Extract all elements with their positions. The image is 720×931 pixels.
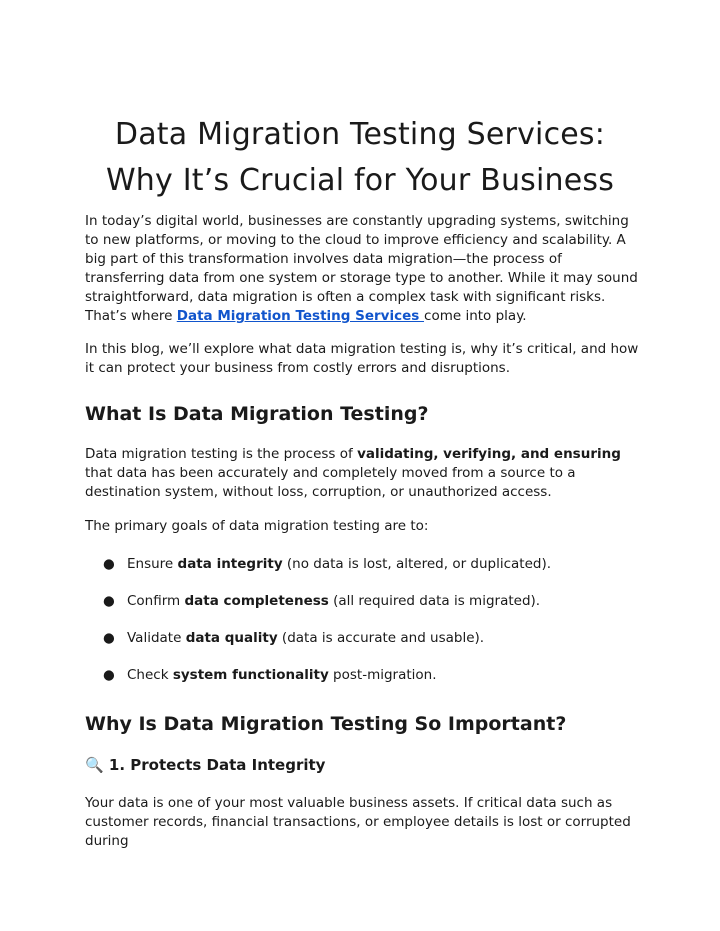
bullet: ●	[103, 556, 115, 572]
list-item	[85, 592, 645, 611]
goal-bold: system functionality	[172, 667, 329, 683]
title-line-2: Why It’s Crucial for Your Business	[105, 163, 615, 198]
goal-text: Validate	[127, 630, 186, 646]
blog-overview-paragraph: In this blog, we’ll explore what data migration testing is, why it’s critical, and how it can protect your business from costly errors and disruptions.	[85, 341, 639, 376]
bullet: ●	[103, 667, 115, 683]
article-body	[85, 212, 645, 851]
magnifying-glass-icon: 🔍	[85, 756, 104, 774]
definition-text-end: that data has been accurately and completely moved from a source to a destination system, without loss, corruption, or unauthorized access.	[85, 465, 576, 500]
goal-bold: data completeness	[184, 593, 329, 609]
goal-text-end: (all required data is migrated).	[328, 593, 541, 609]
definition-text: Data migration testing is the process of	[85, 446, 358, 462]
goals-intro: The primary goals of data migration testing are to:	[85, 518, 429, 534]
data-migration-testing-link[interactable]: Data Migration Testing Services	[176, 308, 425, 324]
goals-list	[85, 555, 645, 685]
subsection-heading-text: 1. Protects Data Integrity	[108, 756, 326, 774]
intro-text: In today’s digital world, businesses are constantly upgrading systems, switching to new platforms, or moving to the cloud to improve efficiency and scalability. A big part of this transformation involves data migration—the process of transferring data from one system or storage type to another. While it may sound straightforward, data migration is often a complex task with significant risks. That’s where	[85, 213, 638, 324]
goal-bold: data integrity	[177, 556, 283, 572]
goal-text-end: post-migration.	[328, 667, 437, 683]
list-item	[85, 555, 645, 574]
definition-paragraph	[85, 445, 645, 502]
intro-paragraph	[85, 212, 645, 326]
bullet: ●	[103, 630, 115, 646]
section-heading-why-important: Why Is Data Migration Testing So Important?	[85, 713, 567, 735]
list-item	[85, 629, 645, 648]
title-line-1: Data Migration Testing Services:	[114, 117, 606, 152]
intro-text-end: come into play.	[424, 308, 527, 324]
data-integrity-paragraph: Your data is one of your most valuable business assets. If critical data such as customer records, financial transactions, or employee details is lost or corrupted during	[85, 795, 631, 849]
goal-text-end: (data is accurate and usable).	[277, 630, 485, 646]
definition-bold: validating, verifying, and ensuring	[357, 446, 621, 462]
goal-text-end: (no data is lost, altered, or duplicated).	[282, 556, 552, 572]
bullet: ●	[103, 593, 115, 609]
page-title	[60, 112, 660, 204]
goal-bold: data quality	[185, 630, 278, 646]
goal-text: Check	[127, 667, 173, 683]
section-heading-what-is: What Is Data Migration Testing?	[85, 403, 429, 425]
goal-text: Confirm	[127, 593, 185, 609]
goal-text: Ensure	[127, 556, 178, 572]
list-item	[85, 666, 645, 685]
subsection-heading	[85, 756, 645, 774]
